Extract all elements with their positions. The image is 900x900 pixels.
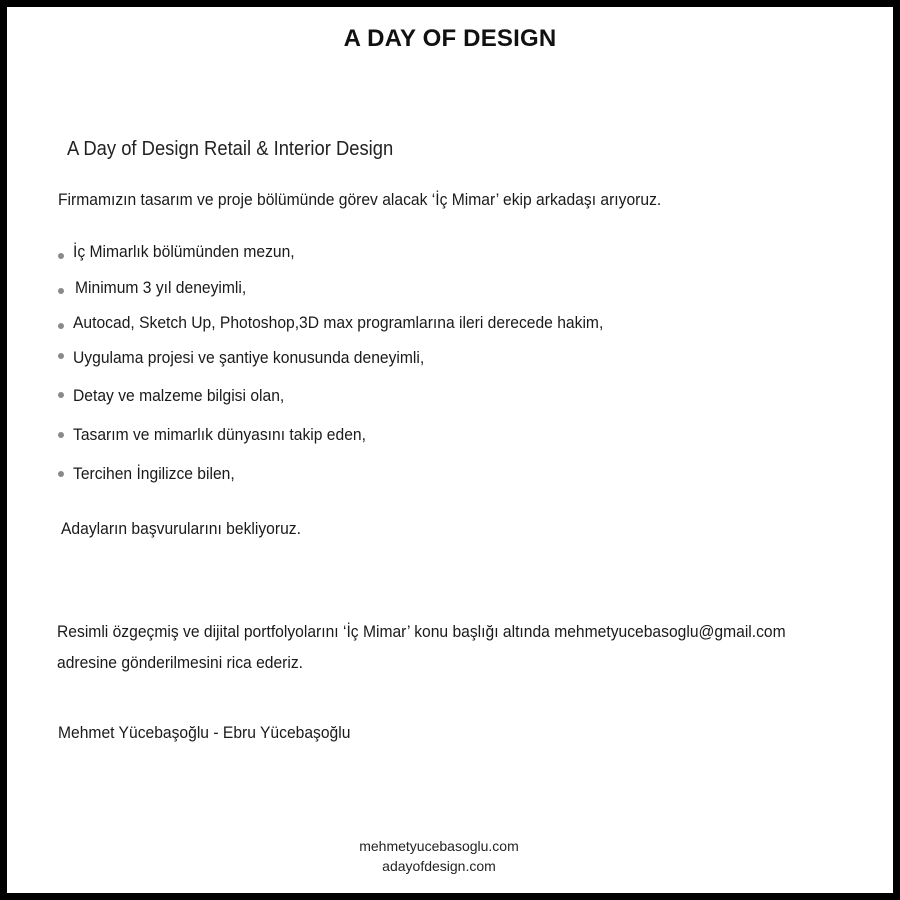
list-item: Minimum 3 yıl deneyimli, [75, 278, 247, 297]
list-item: Uygulama projesi ve şantiye konusunda deneyimli, [73, 348, 425, 367]
bullet-icon [58, 471, 64, 477]
application-line-2: adresine gönderilmesini rica ederiz. [57, 653, 304, 672]
footer [7, 836, 871, 876]
document-page [7, 7, 893, 893]
application-instructions [57, 616, 786, 678]
website-link-2: adayofdesign.com [382, 858, 496, 874]
page-title: A DAY OF DESIGN [343, 25, 557, 52]
signature: Mehmet Yücebaşoğlu - Ebru Yücebaşoğlu [58, 723, 351, 742]
list-item: Autocad, Sketch Up, Photoshop,3D max programlarına ileri derecede hakim, [73, 313, 604, 332]
bullet-icon [58, 392, 64, 398]
bullet-icon [58, 353, 64, 359]
bullet-icon [58, 253, 64, 259]
list-item: Tercihen İngilizce bilen, [73, 464, 235, 483]
bullet-icon [58, 432, 64, 438]
application-line-1: Resimli özgeçmiş ve dijital portfolyolarını ‘İç Mimar’ konu başlığı altında mehmetyucebasoglu@gmail.com [57, 622, 786, 641]
bullet-icon [58, 323, 64, 329]
company-heading: A Day of Design Retail & Interior Design [67, 138, 394, 160]
list-item: Tasarım ve mimarlık dünyasını takip eden, [73, 425, 366, 444]
closing-text: Adayların başvurularını bekliyoruz. [61, 519, 301, 538]
website-link-1: mehmetyucebasoglu.com [359, 838, 519, 854]
list-item: Detay ve malzeme bilgisi olan, [73, 386, 285, 405]
list-item: İç Mimarlık bölümünden mezun, [73, 242, 295, 261]
intro-text: Firmamızın tasarım ve proje bölümünde görev alacak ‘İç Mimar’ ekip arkadaşı arıyoruz. [58, 190, 662, 209]
bullet-icon [58, 288, 64, 294]
